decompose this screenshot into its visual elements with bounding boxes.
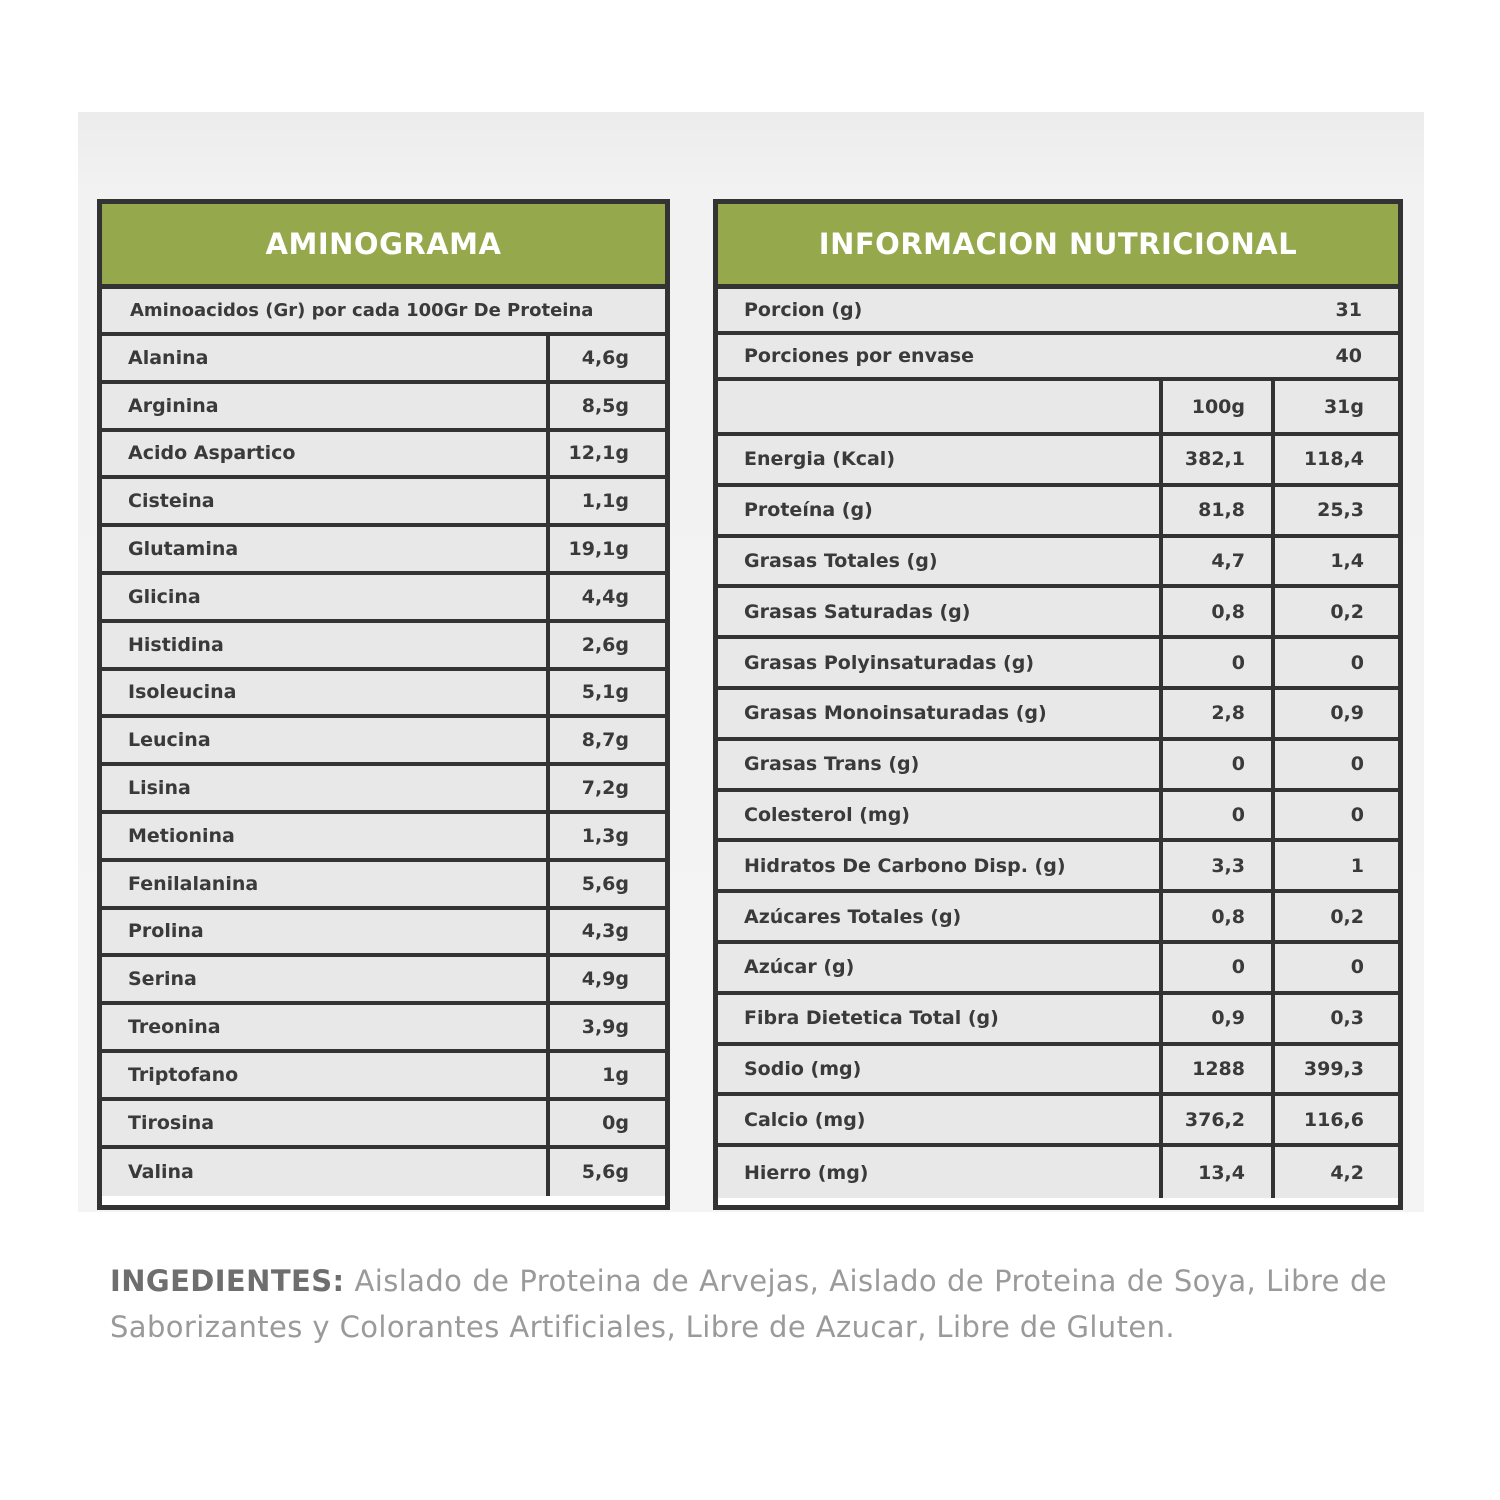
amino-acid-value: 5,6g	[546, 862, 665, 906]
amino-acid-value: 5,6g	[546, 1149, 665, 1197]
nutrient-value-31g: 0,2	[1271, 893, 1398, 940]
nutrient-name: Fibra Dietetica Total (g)	[744, 1007, 999, 1030]
nutrition-row	[718, 487, 1398, 538]
aminograma-row	[102, 336, 665, 384]
porciones-label: Porciones por envase	[744, 345, 974, 367]
amino-acid-value: 8,5g	[546, 384, 665, 428]
aminograma-subtitle: Aminoacidos (Gr) por cada 100Gr De Proteina	[130, 300, 594, 321]
nutrient-value-100g: 376,2	[1159, 1096, 1271, 1143]
nutrient-value-31g: 1,4	[1271, 538, 1398, 585]
aminograma-row	[102, 1149, 665, 1197]
amino-acid-value: 1,1g	[546, 479, 665, 523]
amino-acid-name: Metionina	[128, 824, 235, 847]
amino-acid-value: 1,3g	[546, 814, 665, 858]
amino-acid-value: 19,1g	[546, 527, 665, 571]
nutrient-value-31g: 1	[1271, 842, 1398, 889]
nutrition-row	[718, 436, 1398, 487]
amino-acid-value: 5,1g	[546, 671, 665, 715]
ingredients-text	[110, 1258, 1387, 1350]
amino-acid-value: 4,4g	[546, 575, 665, 619]
amino-acid-name: Leucina	[128, 729, 211, 752]
nutrition-row	[718, 639, 1398, 690]
nutrition-table	[713, 199, 1403, 1210]
nutrition-row	[718, 741, 1398, 792]
aminograma-row	[102, 671, 665, 719]
nutrient-value-31g: 25,3	[1271, 487, 1398, 534]
nutrition-row	[718, 995, 1398, 1046]
aminograma-row	[102, 384, 665, 432]
porciones-row	[718, 335, 1398, 381]
nutrient-name: Hierro (mg)	[744, 1161, 869, 1184]
amino-acid-name: Glutamina	[128, 538, 239, 561]
nutrient-value-31g: 118,4	[1271, 436, 1398, 483]
nutrition-row	[718, 1147, 1398, 1198]
porcion-label: Porcion (g)	[744, 299, 863, 321]
amino-acid-value: 1g	[546, 1053, 665, 1097]
nutrient-name: Azúcar (g)	[744, 956, 855, 979]
amino-acid-name: Arginina	[128, 394, 219, 417]
amino-acid-name: Valina	[128, 1161, 194, 1184]
amino-acid-value: 0g	[546, 1101, 665, 1145]
ingredients-label: INGEDIENTES:	[110, 1264, 345, 1298]
nutrient-value-100g: 0,8	[1159, 588, 1271, 635]
amino-acid-name: Isoleucina	[128, 681, 237, 704]
nutrition-row	[718, 792, 1398, 843]
nutrition-row	[718, 588, 1398, 639]
amino-acid-name: Serina	[128, 968, 197, 991]
nutrition-row	[718, 1046, 1398, 1097]
aminograma-title: AMINOGRAMA	[102, 204, 665, 289]
amino-acid-name: Glicina	[128, 585, 201, 608]
aminograma-row	[102, 718, 665, 766]
amino-acid-name: Lisina	[128, 777, 191, 800]
amino-acid-name: Fenilalanina	[128, 872, 259, 895]
nutrient-name: Grasas Saturadas (g)	[744, 600, 971, 623]
nutrient-value-100g: 382,1	[1159, 436, 1271, 483]
amino-acid-name: Treonina	[128, 1016, 221, 1039]
nutrient-value-31g: 0,2	[1271, 588, 1398, 635]
nutrient-name: Sodio (mg)	[744, 1057, 862, 1080]
amino-acid-name: Triptofano	[128, 1063, 239, 1086]
aminograma-row	[102, 479, 665, 527]
nutrient-value-31g: 0	[1271, 639, 1398, 686]
aminograma-row	[102, 1053, 665, 1101]
amino-acid-name: Tirosina	[128, 1111, 215, 1134]
nutrition-row	[718, 538, 1398, 589]
nutrition-row	[718, 842, 1398, 893]
nutrient-value-100g: 0,8	[1159, 893, 1271, 940]
amino-acid-value: 4,6g	[546, 336, 665, 380]
aminograma-row	[102, 957, 665, 1005]
column-header-blank	[718, 381, 1159, 432]
aminograma-row	[102, 527, 665, 575]
nutrient-name: Grasas Trans (g)	[744, 753, 920, 776]
aminograma-row	[102, 575, 665, 623]
nutrition-row	[718, 944, 1398, 995]
nutrient-value-100g: 13,4	[1159, 1147, 1271, 1198]
nutrient-value-31g: 0	[1271, 741, 1398, 788]
aminograma-row	[102, 910, 665, 958]
amino-acid-value: 12,1g	[546, 432, 665, 476]
amino-acid-value: 8,7g	[546, 718, 665, 762]
amino-acid-value: 2,6g	[546, 623, 665, 667]
nutrient-value-100g: 3,3	[1159, 842, 1271, 889]
amino-acid-name: Acido Aspartico	[128, 442, 296, 465]
nutrient-value-31g: 0,9	[1271, 690, 1398, 737]
nutrient-value-100g: 1288	[1159, 1046, 1271, 1093]
column-header-row	[718, 381, 1398, 436]
nutrient-name: Grasas Polyinsaturadas (g)	[744, 651, 1035, 674]
amino-acid-name: Alanina	[128, 346, 209, 369]
amino-acid-value: 4,9g	[546, 957, 665, 1001]
nutrient-name: Calcio (mg)	[744, 1108, 866, 1131]
amino-acid-name: Histidina	[128, 633, 224, 656]
porciones-value: 40	[1335, 345, 1362, 367]
nutrient-name: Colesterol (mg)	[744, 803, 910, 826]
column-header-31g: 31g	[1271, 381, 1398, 432]
nutrient-name: Hidratos De Carbono Disp. (g)	[744, 854, 1066, 877]
nutrient-name: Proteína (g)	[744, 499, 873, 522]
nutrient-value-31g: 0	[1271, 944, 1398, 991]
nutrient-name: Azúcares Totales (g)	[744, 905, 962, 928]
amino-acid-value: 7,2g	[546, 766, 665, 810]
column-header-100g: 100g	[1159, 381, 1271, 432]
aminograma-row	[102, 623, 665, 671]
nutrient-value-31g: 116,6	[1271, 1096, 1398, 1143]
aminograma-row	[102, 814, 665, 862]
aminograma-row	[102, 1005, 665, 1053]
nutrient-value-100g: 2,8	[1159, 690, 1271, 737]
amino-acid-value: 4,3g	[546, 910, 665, 954]
amino-acid-value: 3,9g	[546, 1005, 665, 1049]
amino-acid-name: Cisteina	[128, 490, 215, 513]
nutrient-value-31g: 0	[1271, 792, 1398, 839]
nutrient-value-100g: 0	[1159, 792, 1271, 839]
porcion-value: 31	[1335, 299, 1362, 321]
aminograma-row	[102, 766, 665, 814]
porcion-row	[718, 289, 1398, 335]
aminograma-row	[102, 1101, 665, 1149]
nutrition-row	[718, 1096, 1398, 1147]
nutrition-title: INFORMACION NUTRICIONAL	[718, 204, 1398, 289]
nutrient-name: Grasas Totales (g)	[744, 549, 938, 572]
aminograma-table	[97, 199, 670, 1210]
nutrient-value-100g: 4,7	[1159, 538, 1271, 585]
ingredients-list: Aislado de Proteina de Arvejas, Aislado de Proteina de Soya, Libre de Saborizantes y Colorantes Artificiales, Libre de Azucar, Libre de Gluten.	[110, 1264, 1387, 1344]
nutrient-value-100g: 0	[1159, 639, 1271, 686]
nutrient-name: Energia (Kcal)	[744, 448, 895, 471]
nutrient-value-100g: 0	[1159, 944, 1271, 991]
nutrient-value-31g: 399,3	[1271, 1046, 1398, 1093]
nutrient-value-31g: 4,2	[1271, 1147, 1398, 1198]
aminograma-row	[102, 862, 665, 910]
aminograma-subtitle-row	[102, 289, 665, 336]
nutrition-row	[718, 690, 1398, 741]
nutrition-row	[718, 893, 1398, 944]
nutrient-value-100g: 0,9	[1159, 995, 1271, 1042]
amino-acid-name: Prolina	[128, 920, 204, 943]
nutrient-value-31g: 0,3	[1271, 995, 1398, 1042]
nutrient-value-100g: 81,8	[1159, 487, 1271, 534]
aminograma-row	[102, 432, 665, 480]
nutrient-name: Grasas Monoinsaturadas (g)	[744, 702, 1047, 725]
nutrient-value-100g: 0	[1159, 741, 1271, 788]
